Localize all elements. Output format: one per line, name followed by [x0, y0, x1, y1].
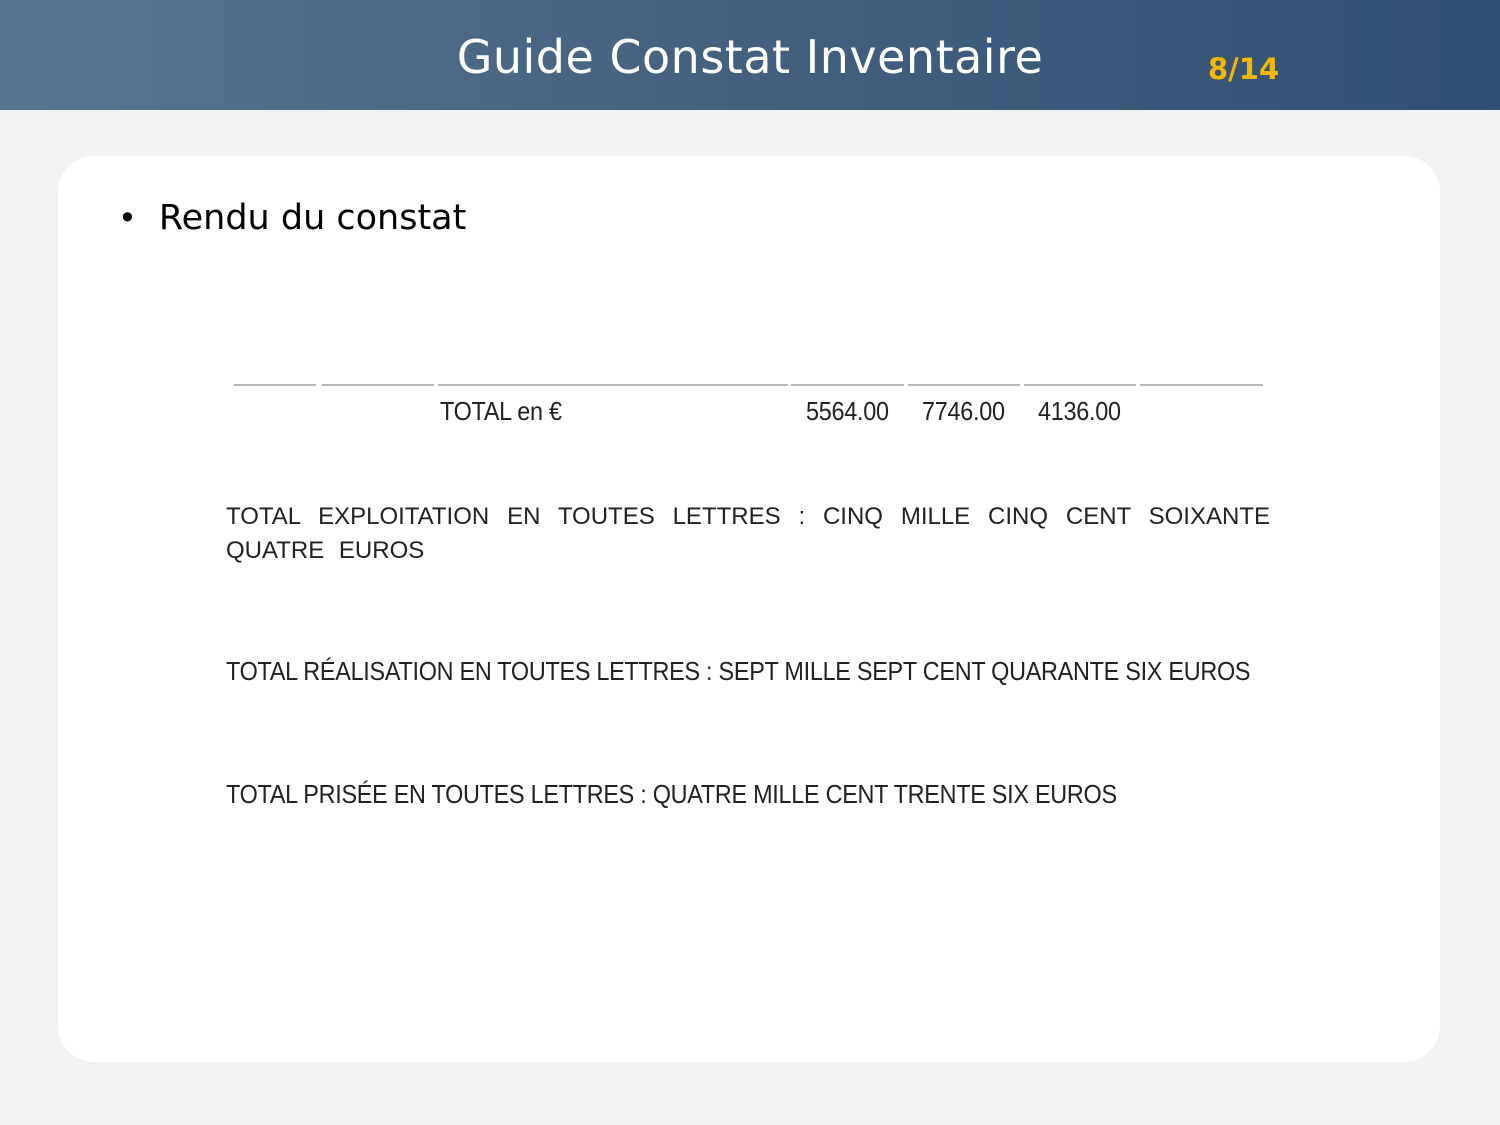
bullet-item — [118, 198, 466, 238]
slide-title: Guide Constat Inventaire — [456, 30, 1044, 84]
table-rule — [438, 384, 788, 386]
table-rule — [1024, 384, 1136, 386]
table-rule — [791, 384, 904, 386]
table-rule — [908, 384, 1020, 386]
total-exploitation-text: TOTAL EXPLOITATION EN TOUTES LETTRES : CINQ MILLE CINQ CENT SOIXANTE QUATRE EUROS — [226, 503, 1270, 564]
table-rule — [322, 384, 434, 386]
slide-header — [0, 0, 1500, 110]
total-realisation-text: TOTAL RÉALISATION EN TOUTES LETTRES : SEPT MILLE SEPT CENT QUARANTE SIX EUROS — [226, 656, 1251, 686]
table-rule — [1140, 384, 1263, 386]
total-prisee-text: TOTAL PRISÉE EN TOUTES LETTRES : QUATRE MILLE CENT TRENTE SIX EUROS — [226, 779, 1117, 809]
total-label: TOTAL en € — [440, 396, 562, 426]
page-indicator: 8/14 — [1208, 52, 1280, 86]
total-prisee-value: 4136.00 — [1038, 396, 1121, 426]
bullet-icon: • — [118, 199, 137, 237]
content-card — [58, 156, 1440, 1062]
table-rule — [234, 384, 316, 386]
bullet-text: Rendu du constat — [158, 198, 467, 238]
total-exploitation-value: 5564.00 — [806, 396, 889, 426]
total-realisation-value: 7746.00 — [922, 396, 1005, 426]
